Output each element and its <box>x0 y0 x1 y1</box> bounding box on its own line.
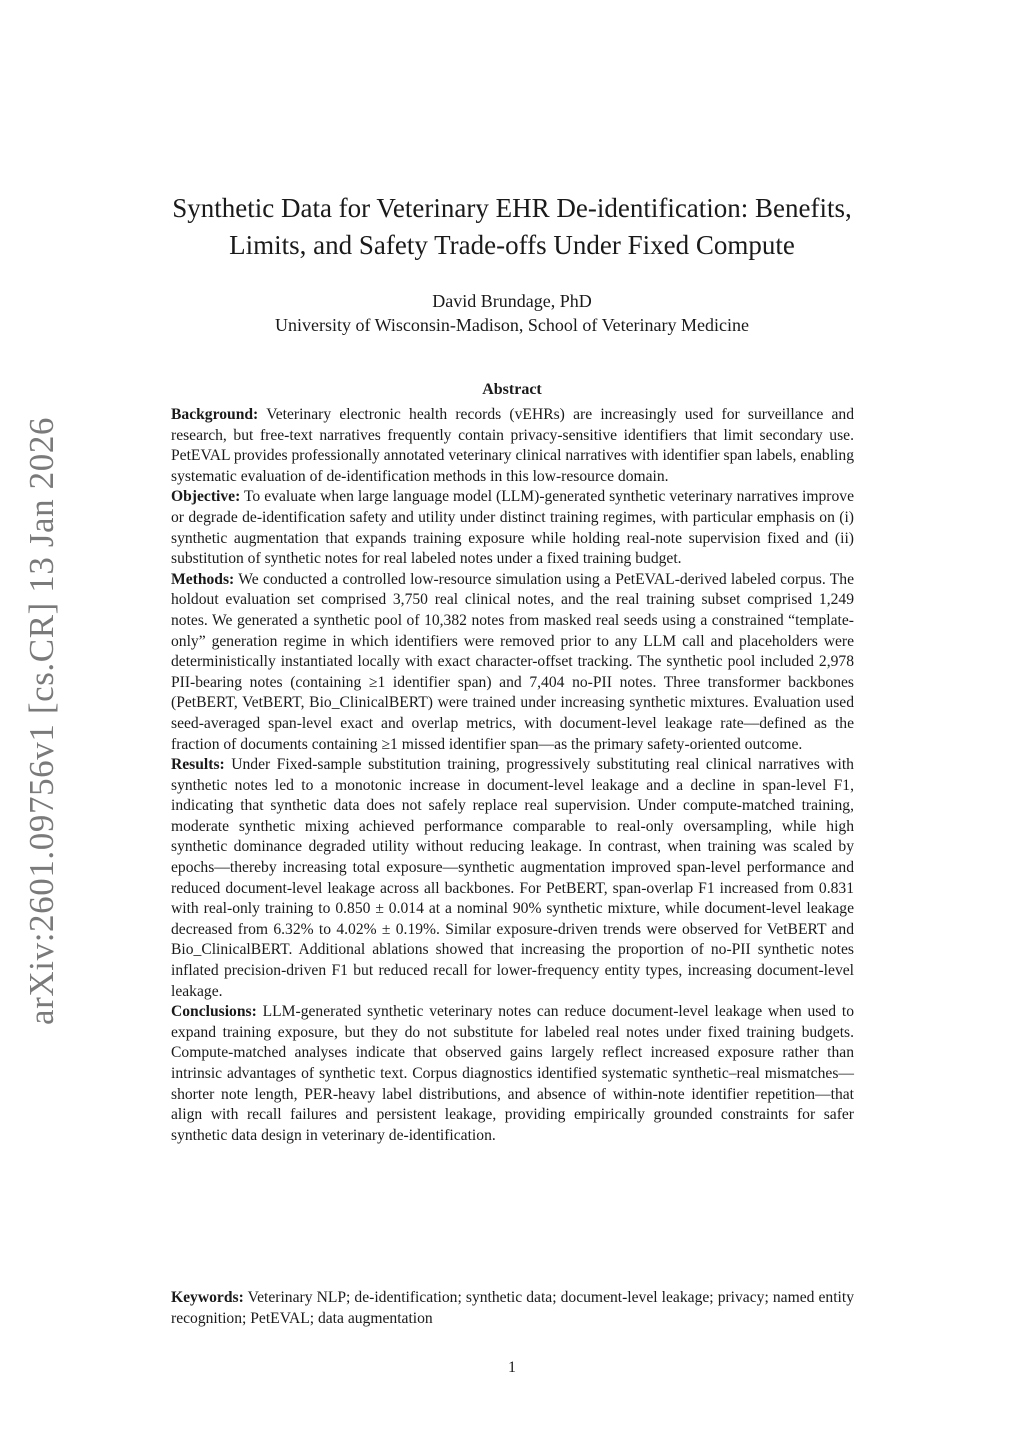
abstract-results-label: Results: <box>171 756 225 774</box>
abstract-body <box>171 405 854 1146</box>
page-number: 1 <box>508 1359 516 1376</box>
abstract-results <box>171 755 854 1002</box>
abstract-background-label: Background: <box>171 406 259 423</box>
abstract-conclusions-text: LLM-generated synthetic veterinary notes can reduce document-level leakage when used to expand training exposure, but they do not substitute for labeled real notes under fixed training budgets. Compute-matched analyses indicate that observed gains largely reflect increased exposure rather than intrinsic advantages of synthetic text. Corpus diagnostics identified systematic synthetic–real mismatches—shorter note length, PER-heavy label distributions, and absence of within-note identifier repetition—that align with recall failures and persistent leakage, providing empirically grounded constraints for safer synthetic data design in veterinary de-identification. <box>171 1003 854 1144</box>
abstract-methods-text: We conducted a controlled low-resource simulation using a PetEVAL-derived labeled corpus. The holdout evaluation set comprised 3,750 real clinical notes, and the real training subset comprised 1,249 notes. We generated a synthetic pool of 10,382 notes from masked real seeds using a constrained “template-only” generation regime in which identifiers were removed prior to any LLM call and placeholders were deterministically instantiated locally with exact character-offset tracking. The synthetic pool included 2,978 PII-bearing notes (containing ≥1 identifier span) and 7,404 no-PII notes. Three transformer backbones (PetBERT, VetBERT, Bio_ClinicalBERT) were trained under increasing synthetic mixtures. Evaluation used seed-averaged span-level exact and overlap metrics, with document-level leakage rate—defined as the fraction of documents containing ≥1 missed identifier span—as the primary safety-oriented outcome. <box>171 570 854 753</box>
abstract-conclusions-label: Conclusions: <box>171 1003 257 1021</box>
abstract-objective-label: Objective: <box>171 488 241 506</box>
author-block <box>100 289 924 337</box>
abstract-background-text: Veterinary electronic health records (vEHRs) are increasingly used for surveillance and research, but free-text narratives frequently contain privacy-sensitive identifiers that limit secondary use. PetEVAL provides professionally annotated veterinary clinical narratives with identifier span labels, enabling systematic evaluation of de-identification methods in this low-resource domain. <box>171 406 854 485</box>
abstract-objective-text: To evaluate when large language model (LLM)-generated synthetic veterinary narratives improve or degrade de-identification safety and utility under distinct training regimes, with particular emphasis on (i) synthetic augmentation that expands training exposure while holding real-note supervision fixed and (ii) substitution of synthetic notes for real labeled notes under a fixed training budget. <box>171 488 855 568</box>
keywords-block <box>171 1288 854 1329</box>
paper-title-line-2: Limits, and Safety Trade-offs Under Fixed Compute <box>229 230 795 260</box>
paper-title-line-1: Synthetic Data for Veterinary EHR De-identification: Benefits, <box>172 193 852 223</box>
abstract-methods <box>171 570 854 755</box>
arxiv-identifier-stamp: arXiv:2601.09756v1 [cs.CR] 13 Jan 2026 <box>22 416 61 1025</box>
author-affiliation: University of Wisconsin-Madison, School of Veterinary Medicine <box>274 315 750 335</box>
keywords-label: Keywords: <box>171 1289 244 1306</box>
author-name: David Brundage, PhD <box>432 291 592 311</box>
paper-title <box>100 190 924 264</box>
keywords-paragraph <box>171 1288 854 1329</box>
abstract-conclusions <box>171 1002 854 1146</box>
keywords-text: Veterinary NLP; de-identification; synthetic data; document-level leakage; privacy; named entity recognition; PetEVAL; data augmentation <box>171 1289 854 1327</box>
abstract-results-text: Under Fixed-sample substitution training, progressively substituting real clinical narratives with synthetic notes led to a monotonic increase in document-level leakage and a decline in span-level F1, indicating that synthetic data does not safely replace real supervision. Under compute-matched training, moderate synthetic mixing achieved performance comparable to real-only oversampling, while high synthetic dominance degraded utility without reducing leakage. In contrast, when training was scaled by epochs—thereby increasing total exposure—synthetic augmentation improved span-level performance and reduced document-level leakage across all backbones. For PetBERT, span-overlap F1 increased from 0.831 with real-only training to 0.850 ± 0.014 at a nominal 90% synthetic mixture, while document-level leakage decreased from 6.32% to 4.02% ± 0.19%. Similar exposure-driven trends were observed for VetBERT and Bio_ClinicalBERT. Additional ablations showed that increasing the proportion of no-PII synthetic notes inflated precision-driven F1 but reduced recall for lower-frequency entity types, increasing document-level leakage. <box>171 756 854 1000</box>
abstract-objective <box>171 487 854 569</box>
abstract-heading: Abstract <box>482 381 542 398</box>
abstract-methods-label: Methods: <box>171 570 235 588</box>
abstract-background <box>171 405 854 487</box>
